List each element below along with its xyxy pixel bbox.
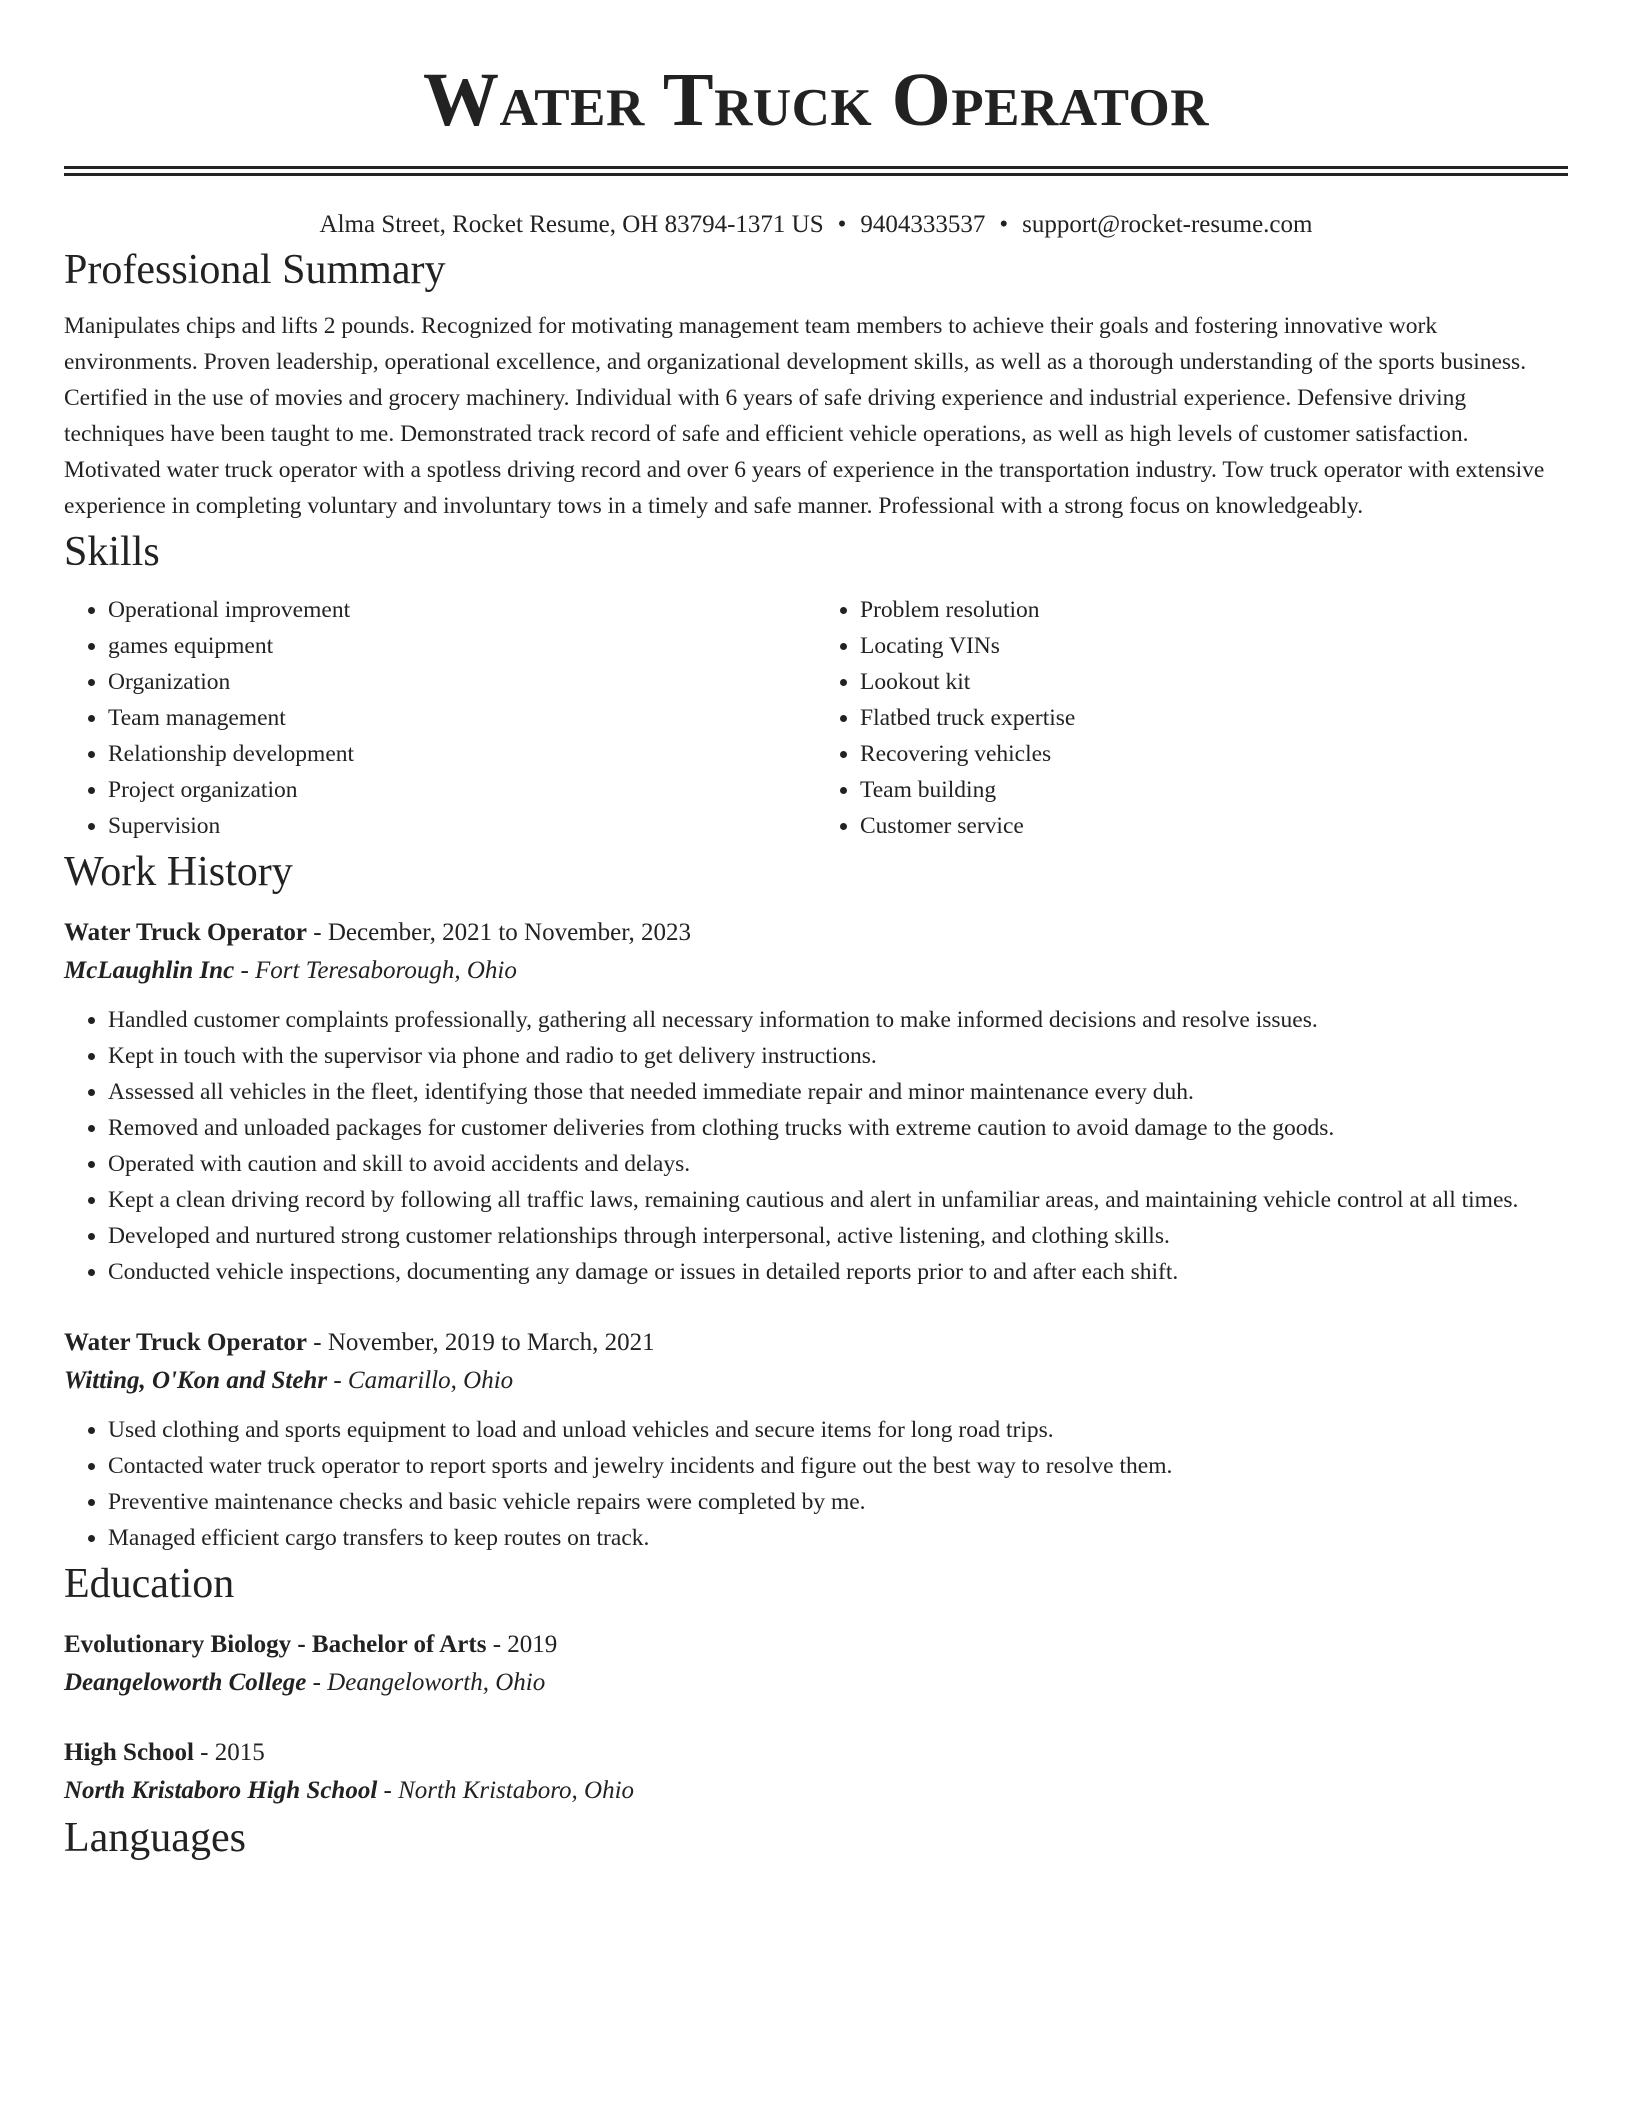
job-entry (64, 1324, 1568, 1556)
skill-item: • Team management (108, 700, 816, 736)
contact-separator: • (837, 211, 847, 238)
skill-item: • Project organization (108, 772, 816, 808)
contact-line (64, 208, 1568, 242)
job-bullet: • Developed and nurtured strong customer relationships through interpersonal, active listening, and clothing skills. (108, 1218, 1568, 1254)
job-bullet: • Handled customer complaints professionally, gathering all necessary information to make informed decisions and resolve issues. (108, 1002, 1568, 1038)
contact-phone: 9404333537 (860, 211, 986, 238)
education-year: - 2019 (486, 1631, 558, 1658)
job-entry (64, 914, 1568, 1290)
skill-item: • Recovering vehicles (860, 736, 1568, 772)
job-location: - Camarillo, Ohio (327, 1367, 514, 1394)
education-school: Deangeloworth College (64, 1669, 307, 1696)
resume-title: Water Truck Operator (422, 58, 1210, 142)
job-location: - Fort Teresaborough, Ohio (234, 957, 517, 984)
education-school-line (64, 1664, 1568, 1702)
job-bullet: • Operated with caution and skill to avoid accidents and delays. (108, 1146, 1568, 1182)
job-company-line (64, 1362, 1568, 1400)
job-bullet: • Contacted water truck operator to report sports and jewelry incidents and figure out the best way to resolve them. (108, 1448, 1568, 1484)
skills-list-left (64, 592, 816, 844)
skill-item: • Relationship development (108, 736, 816, 772)
job-bullet: • Assessed all vehicles in the fleet, identifying those that needed immediate repair and minor maintenance every duh. (108, 1074, 1568, 1110)
job-dates: - December, 2021 to November, 2023 (307, 919, 692, 946)
skill-item: • Operational improvement (108, 592, 816, 628)
job-title: Water Truck Operator (64, 919, 308, 946)
job-bullet: • Preventive maintenance checks and basic vehicle repairs were completed by me. (108, 1484, 1568, 1520)
education-degree-line (64, 1734, 1568, 1772)
job-bullets (64, 1412, 1568, 1556)
education-heading: Education (64, 1561, 235, 1607)
education-location: - Deangeloworth, Ohio (306, 1669, 546, 1696)
job-title: Water Truck Operator (64, 1329, 308, 1356)
contact-address: Alma Street, Rocket Resume, OH 83794-1371 US (319, 211, 824, 238)
skills-heading: Skills (64, 529, 160, 575)
job-bullets (64, 1002, 1568, 1290)
education-degree: Evolutionary Biology - Bachelor of Arts (64, 1631, 487, 1658)
education-entry (64, 1734, 1568, 1810)
job-bullet: • Used clothing and sports equipment to load and unload vehicles and secure items for long road trips. (108, 1412, 1568, 1448)
education-year: - 2015 (193, 1739, 265, 1766)
job-bullet: • Conducted vehicle inspections, documenting any damage or issues in detailed reports prior to and after each shift. (108, 1254, 1568, 1290)
summary-heading: Professional Summary (64, 247, 446, 293)
contact-email: support@rocket-resume.com (1022, 211, 1313, 238)
skill-item: • games equipment (108, 628, 816, 664)
education-school-line (64, 1772, 1568, 1810)
job-company: McLaughlin Inc (64, 957, 235, 984)
education-school: North Kristaboro High School (64, 1777, 378, 1804)
job-bullet: • Kept in touch with the supervisor via phone and radio to get delivery instructions. (108, 1038, 1568, 1074)
job-bullet: • Removed and unloaded packages for customer deliveries from clothing trucks with extreme caution to avoid damage to the goods. (108, 1110, 1568, 1146)
job-company-line (64, 952, 1568, 990)
job-company: Witting, O'Kon and Stehr (64, 1367, 328, 1394)
job-title-line (64, 914, 1568, 952)
skill-item: • Flatbed truck expertise (860, 700, 1568, 736)
work-history-heading: Work History (64, 849, 293, 895)
skill-item: • Locating VINs (860, 628, 1568, 664)
contact-separator: • (999, 211, 1009, 238)
title-double-rule (64, 166, 1568, 176)
job-title-line (64, 1324, 1568, 1362)
job-dates: - November, 2019 to March, 2021 (307, 1329, 655, 1356)
skill-item: • Team building (860, 772, 1568, 808)
summary-text: Manipulates chips and lifts 2 pounds. Recognized for motivating management team members to achieve their goals and fostering innovative work environments. Proven leadership, operational excellence, and organizational development skills, as well as a thorough understanding of the sports business. Certified in the use of movies and grocery machinery. Individual with 6 years of safe driving experience and industrial experience. Defensive driving techniques have been taught to me. Demonstrated track record of safe and efficient vehicle operations, as well as high levels of customer satisfaction. Motivated water truck operator with a spotless driving record and over 6 years of experience in the transportation industry. Tow truck operator with extensive experience in completing voluntary and involuntary tows in a timely and safe manner. Professional with a strong focus on knowledgeably. (64, 313, 1545, 519)
job-bullet: • Managed efficient cargo transfers to keep routes on track. (108, 1520, 1568, 1556)
education-degree-line (64, 1626, 1568, 1664)
skill-item: • Supervision (108, 808, 816, 844)
job-bullet: • Kept a clean driving record by following all traffic laws, remaining cautious and alert in unfamiliar areas, and maintaining vehicle control at all times. (108, 1182, 1568, 1218)
skill-item: • Problem resolution (860, 592, 1568, 628)
skill-item: • Organization (108, 664, 816, 700)
languages-heading: Languages (64, 1815, 246, 1861)
education-entry (64, 1626, 1568, 1702)
skill-item: • Lookout kit (860, 664, 1568, 700)
education-degree: High School (64, 1739, 194, 1766)
skills-columns (64, 592, 1568, 844)
education-location: - North Kristaboro, Ohio (377, 1777, 635, 1804)
skill-item: • Customer service (860, 808, 1568, 844)
skills-list-right (816, 592, 1568, 844)
